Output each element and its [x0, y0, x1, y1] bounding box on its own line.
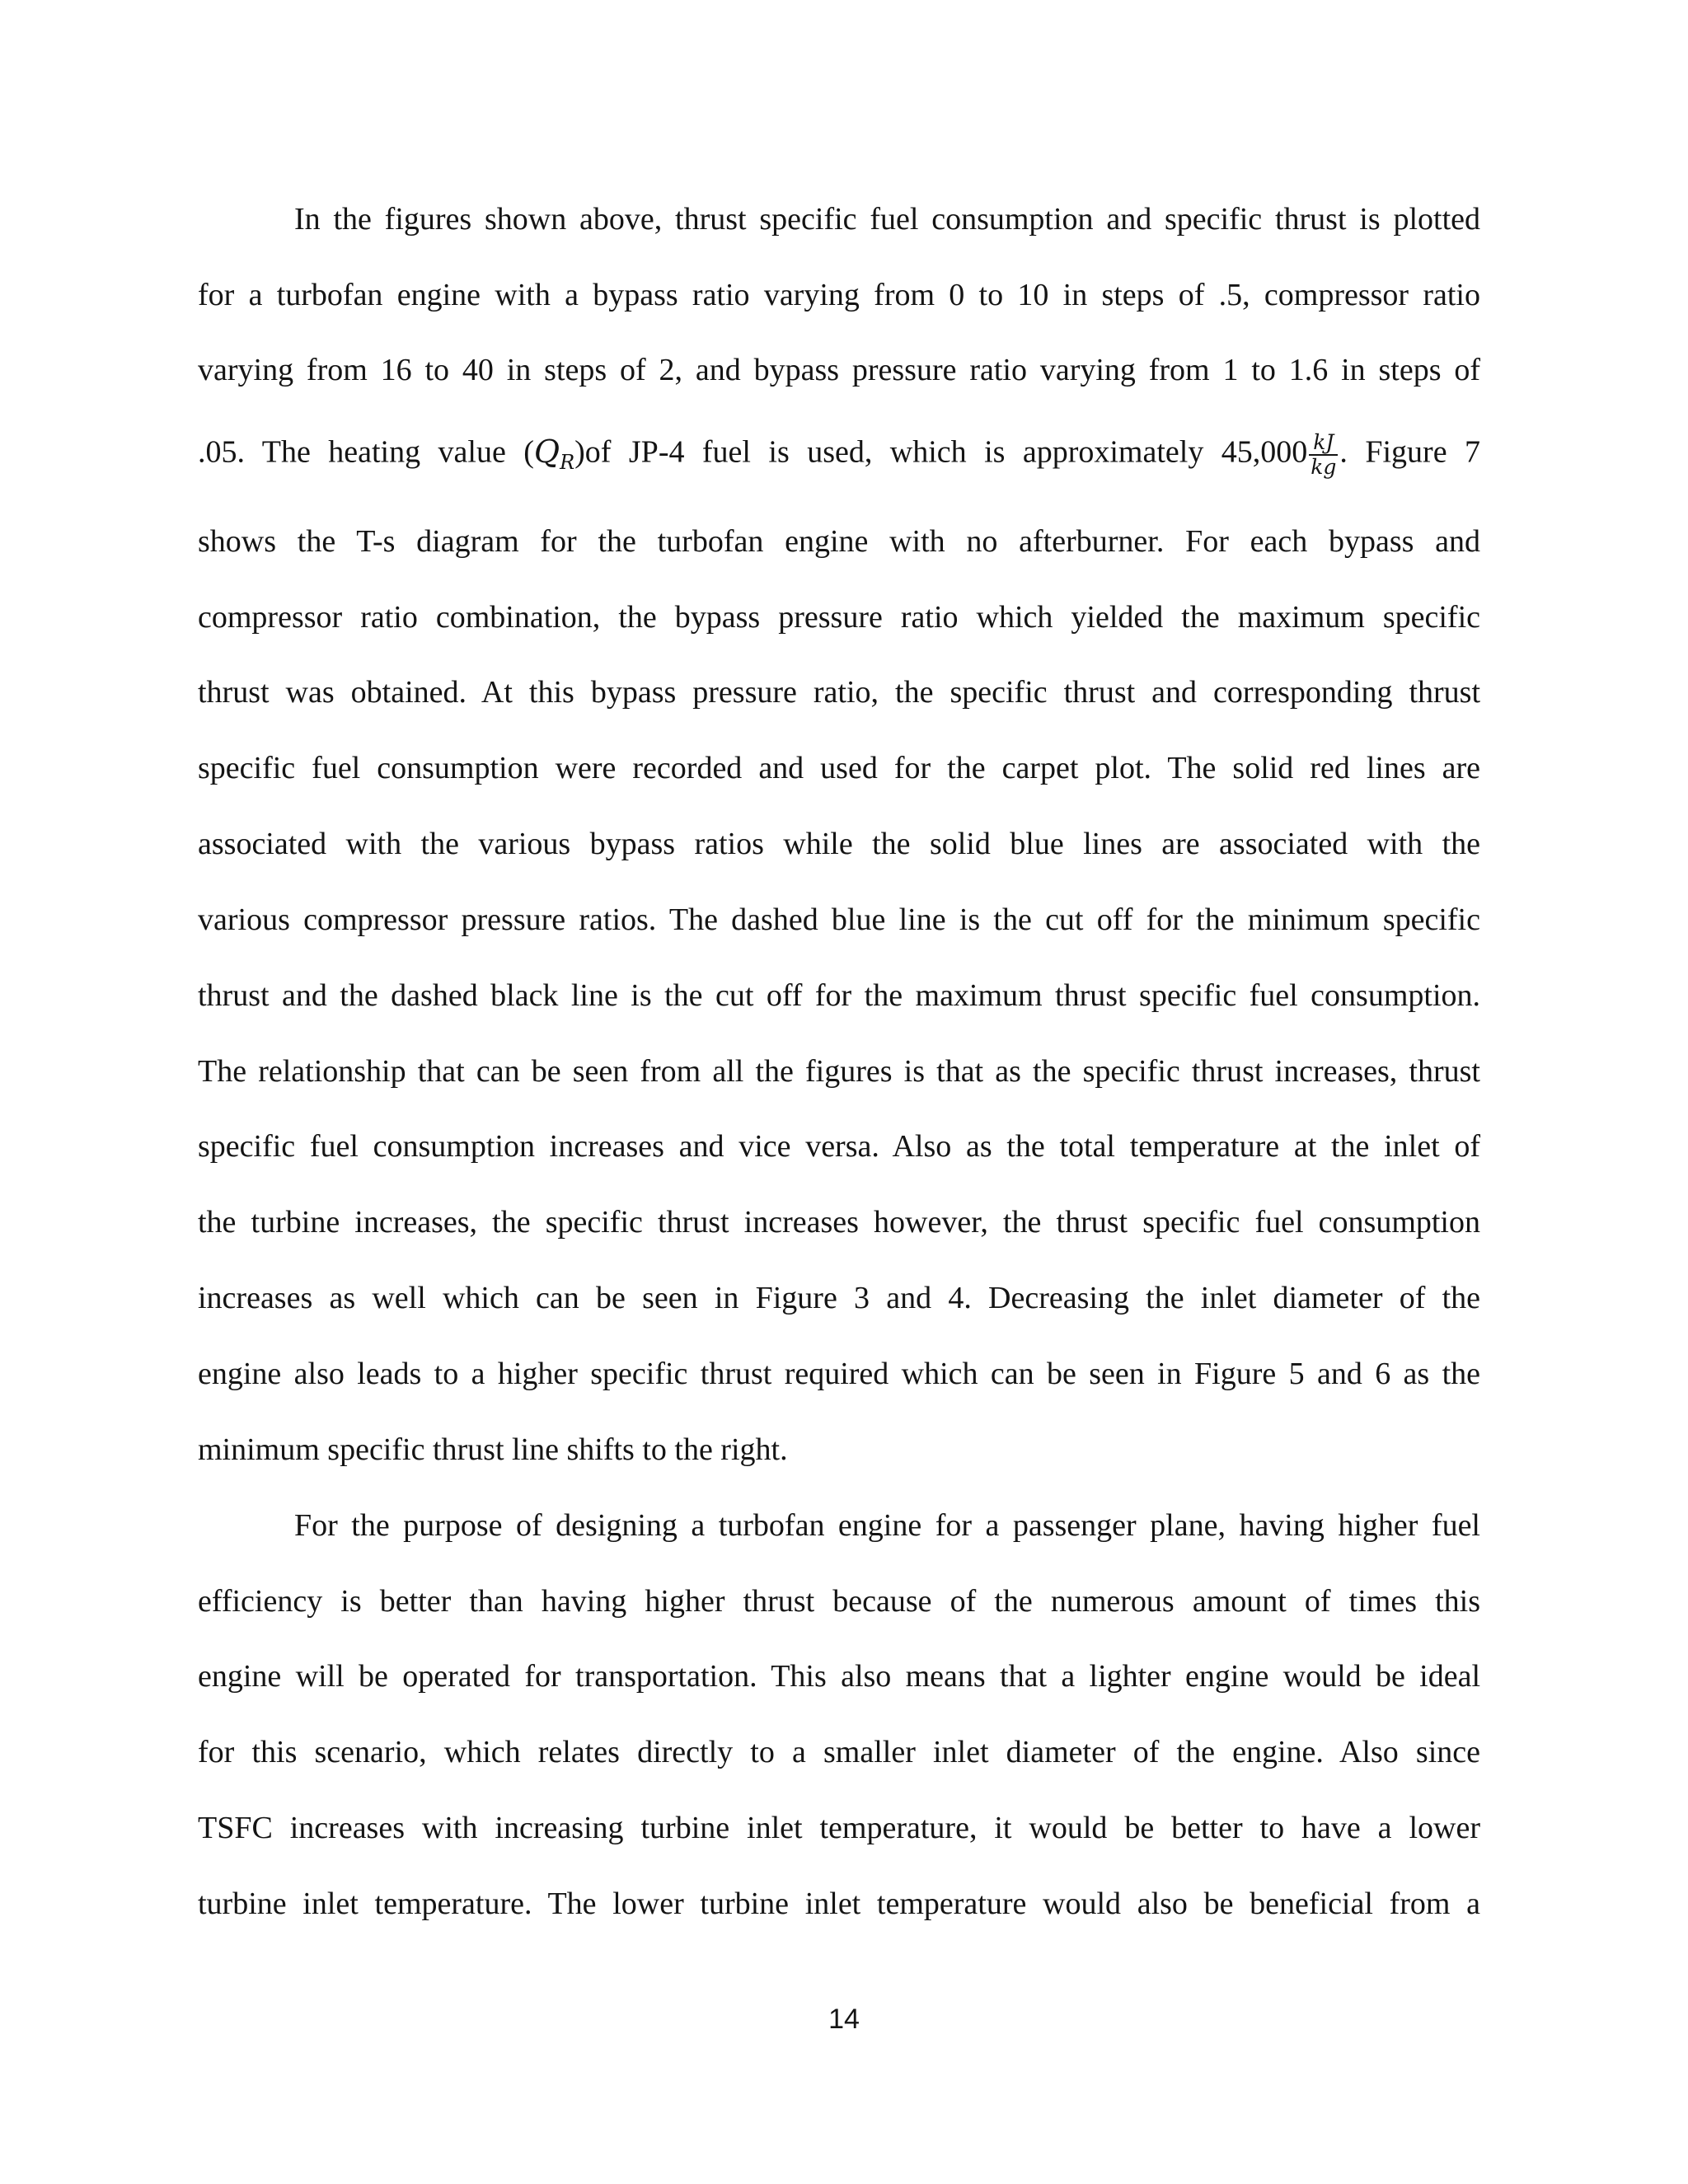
paragraph-1-line-12: The relationship that can be seen from all the figures is that as the specific thrust increases, thrust: [198, 1054, 1480, 1089]
paragraph-1-line-6: compressor ratio combination, the bypass pressure ratio which yielded the maximum specific: [198, 600, 1480, 635]
paragraph-1-line-9: associated with the various bypass ratios while the solid blue lines are associated with the: [198, 827, 1480, 861]
paragraph-1-line-10: various compressor pressure ratios. The dashed blue line is the cut off for the minimum specific: [198, 902, 1480, 937]
paragraph-1-line-5: shows the T-s diagram for the turbofan engine with no afterburner. For each bypass and: [198, 524, 1480, 559]
paragraph-1-line-4: [198, 431, 1480, 479]
paragraph-2-line-4: for this scenario, which relates directly to a smaller inlet diameter of the engine. Also since: [198, 1735, 1480, 1769]
paragraph-1-line-7: thrust was obtained. At this bypass pressure ratio, the specific thrust and corresponding thrust: [198, 675, 1480, 710]
paragraph-1-line-16: engine also leads to a higher specific thrust required which can be seen in Figure 5 and 6 as the: [198, 1357, 1480, 1391]
fraction-numerator: kJ: [1309, 431, 1338, 456]
paragraph-2-line-1: For the purpose of designing a turbofan engine for a passenger plane, having higher fuel: [294, 1508, 1480, 1543]
paragraph-2-line-3: engine will be operated for transportation. This also means that a lighter engine would be ideal: [198, 1659, 1480, 1694]
paragraph-1-line-15: increases as well which can be seen in Figure 3 and 4. Decreasing the inlet diameter of the: [198, 1281, 1480, 1315]
paragraph-1-line-1: In the figures shown above, thrust specific fuel consumption and specific thrust is plotted: [294, 202, 1480, 237]
paragraph-1-line-14: the turbine increases, the specific thrust increases however, the thrust specific fuel consumption: [198, 1205, 1480, 1240]
fraction-denominator: kg: [1311, 455, 1337, 479]
paragraph-1-line-2: for a turbofan engine with a bypass ratio varying from 0 to 10 in steps of .5, compressor ratio: [198, 278, 1480, 312]
line-4-text-before: .05. The heating value (: [198, 434, 534, 470]
paragraph-1-line-8: specific fuel consumption were recorded and used for the carpet plot. The solid red lines are: [198, 751, 1480, 785]
unit-fraction: [1309, 431, 1338, 479]
heating-value-symbol: $Q_R$: [533, 433, 575, 474]
paragraph-1-line-17: minimum specific thrust line shifts to the right.: [198, 1432, 788, 1467]
paragraph-1-line-13: specific fuel consumption increases and vice versa. Also as the total temperature at the inlet of: [198, 1129, 1480, 1164]
paragraph-2-line-2: efficiency is better than having higher thrust because of the numerous amount of times this: [198, 1584, 1480, 1619]
paragraph-1-line-3: varying from 16 to 40 in steps of 2, and bypass pressure ratio varying from 1 to 1.6 in steps of: [198, 353, 1480, 387]
paragraph-1-line-11: thrust and the dashed black line is the cut off for the maximum thrust specific fuel consumption.: [198, 978, 1480, 1013]
line-4-text-middle: )of JP-4 fuel is used, which is approximately 45,000: [574, 434, 1308, 470]
paragraph-2-line-6: turbine inlet temperature. The lower turbine inlet temperature would also be beneficial from a: [198, 1886, 1480, 1921]
page-number: 14: [828, 2004, 860, 2035]
line-4-text-after: . Figure 7: [1339, 434, 1480, 470]
paragraph-2-line-5: TSFC increases with increasing turbine inlet temperature, it would be better to have a lower: [198, 1811, 1480, 1845]
